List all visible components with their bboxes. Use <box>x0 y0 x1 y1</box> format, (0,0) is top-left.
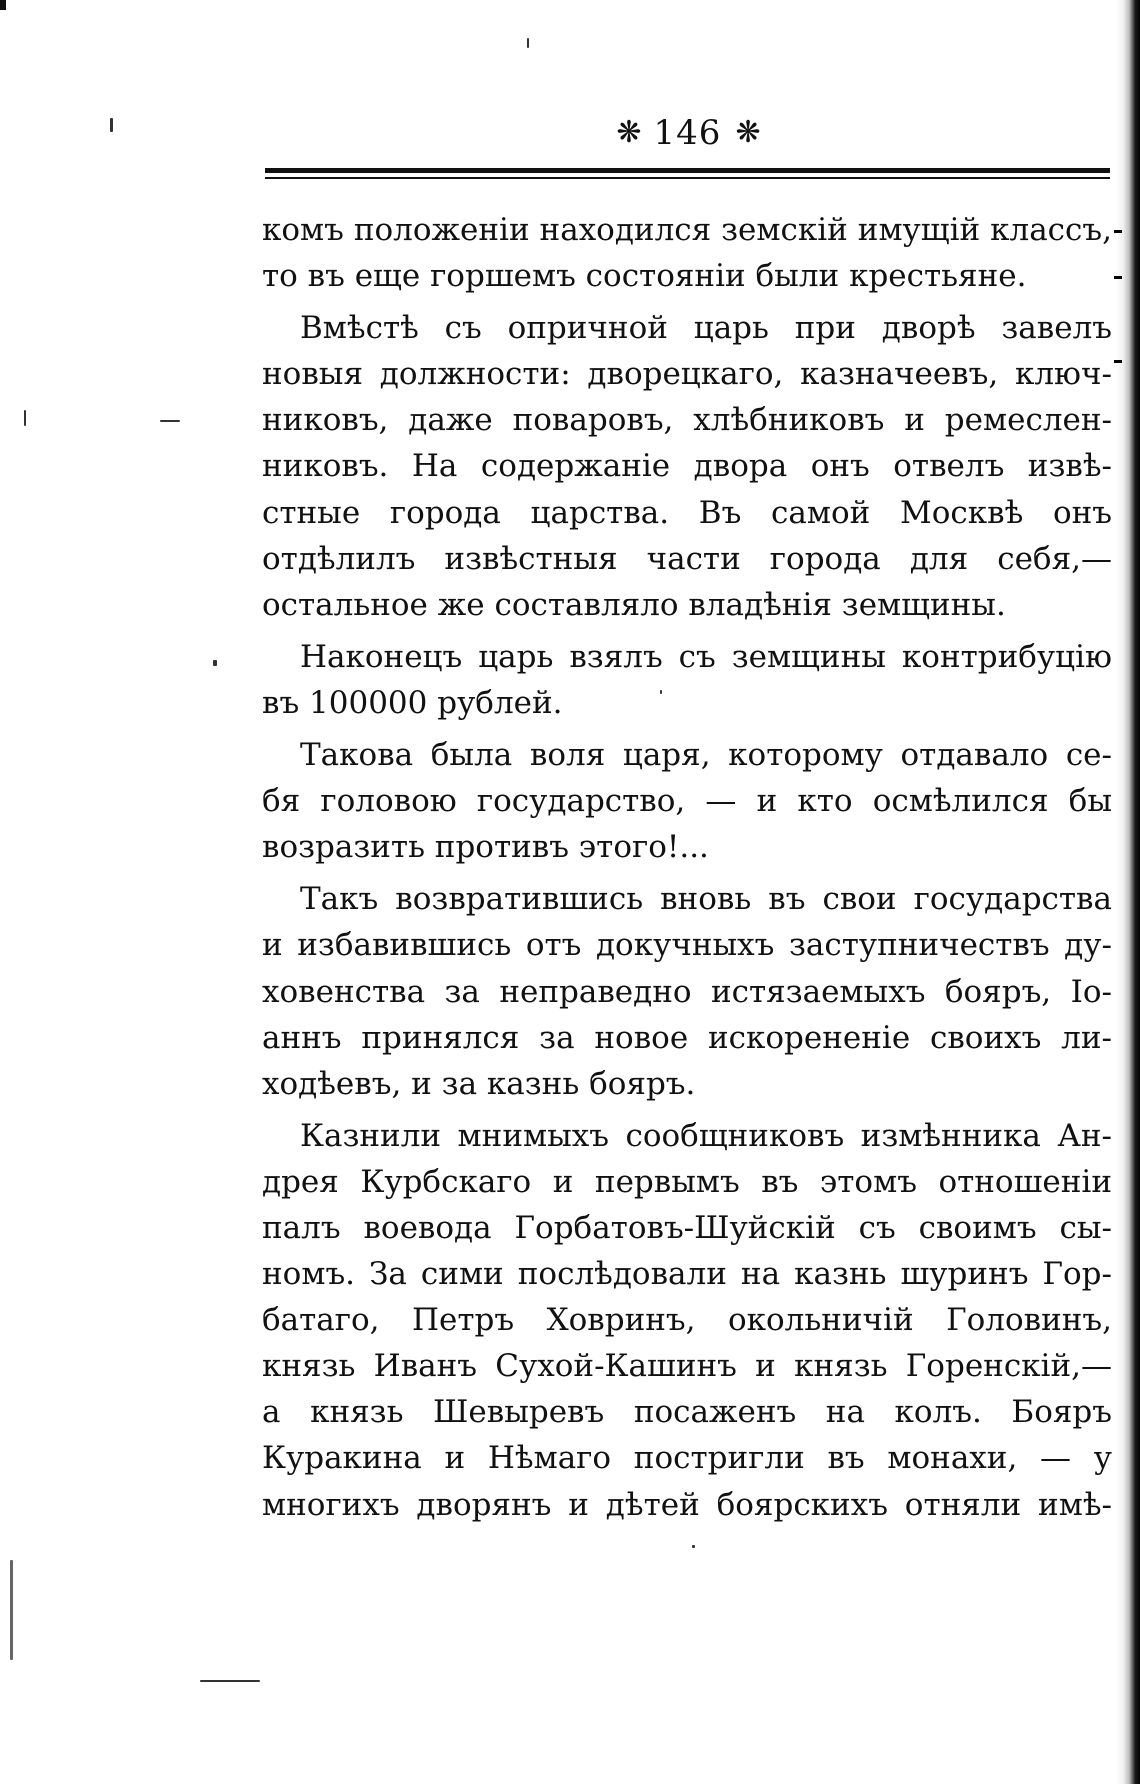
text-line: отдѣлилъ извѣстныя части города для себя,— <box>262 540 1112 577</box>
text-line: стные города царства. Въ самой Москвѣ онъ <box>262 494 1112 531</box>
scan-speck <box>110 118 113 132</box>
text-line: то въ еще горшемъ состояніи были крестьяне. <box>262 258 1027 295</box>
paragraph <box>262 634 1112 726</box>
scan-speck <box>24 410 26 426</box>
text-line: ходѣевъ, и за казнь бояръ. <box>262 1065 696 1102</box>
page-number: 146 <box>653 113 722 153</box>
text-line: палъ воевода Горбатовъ-Шуйскій съ своимъ сы- <box>262 1209 1112 1246</box>
header-rule-thin <box>265 177 1110 179</box>
paragraph <box>262 876 1112 1106</box>
body-text <box>262 207 1112 1528</box>
text-line: Казнили мнимыхъ сообщниковъ измѣнника Ан- <box>300 1117 1112 1154</box>
paragraph <box>262 732 1112 870</box>
text-line: никовъ. На содержаніе двора онъ отвелъ извѣ- <box>262 448 1112 485</box>
text-line: въ 100000 рублей. <box>262 684 563 721</box>
text-line: многихъ дворянъ и дѣтей боярскихъ отняли имѣ- <box>262 1486 1112 1523</box>
text-line: комъ положеніи находился земскій имущій классъ, <box>262 212 1112 248</box>
text-line: остальное же составляло владѣнія земщины. <box>262 586 1006 623</box>
paragraph <box>262 1113 1112 1528</box>
text-line: аннъ принялся за новое искорененіе своихъ ли- <box>262 1019 1112 1056</box>
text-line: батаго, Петръ Ховринъ, окольничій Головинъ, <box>262 1302 1112 1339</box>
text-line: бя головою государство, — и кто осмѣлился бы <box>262 783 1112 820</box>
scan-speck <box>527 38 529 48</box>
text-line: Такова была воля царя, которому отдавало се- <box>300 737 1112 774</box>
header-rule <box>265 168 1110 173</box>
scan-speck <box>200 1680 260 1682</box>
text-line: дрея Курбскаго и первымъ въ этомъ отношеніи <box>262 1163 1112 1200</box>
text-line: новыя должности: дворецкаго, казначеевъ, ключ- <box>262 356 1112 393</box>
text-line: Наконецъ царь взялъ съ земщины контрибуцію <box>300 638 1112 675</box>
scan-edge-mark <box>1114 230 1122 233</box>
scan-speck <box>213 660 217 666</box>
text-line: князь Иванъ Сухой-Кашинъ и князь Горенскій,— <box>262 1348 1112 1385</box>
scan-speck <box>160 420 180 422</box>
paragraph <box>262 305 1112 628</box>
scan-edge-right <box>1116 0 1140 1784</box>
text-line: никовъ, даже поваровъ, хлѣбниковъ и ремеслен- <box>262 402 1112 439</box>
ornament-left-icon: ❋ <box>616 115 640 150</box>
scan-speck <box>10 1560 13 1660</box>
text-line: и избавившись отъ докучныхъ заступничествъ ду- <box>262 927 1112 964</box>
scan-edge-mark <box>1114 276 1122 279</box>
scan-edge-left <box>0 0 6 10</box>
ornament-right-icon: ❋ <box>735 115 759 150</box>
text-line: Вмѣстѣ съ опричной царь при дворѣ завелъ <box>300 310 1112 347</box>
scan-speck <box>692 1545 695 1548</box>
text-line: Такъ возвратившись вновь въ свои государства <box>300 881 1112 918</box>
text-line: ховенства за неправедно истязаемыхъ бояръ, Іо- <box>262 973 1112 1010</box>
text-line: возразить противъ этого!... <box>262 829 709 866</box>
text-line: а князь Шевыревъ посаженъ на колъ. Бояръ <box>262 1394 1112 1431</box>
text-line: номъ. За сими послѣдовали на казнь шуринъ Гор- <box>262 1256 1112 1293</box>
paragraph <box>262 207 1112 299</box>
scan-edge-mark <box>1114 360 1122 363</box>
page-header <box>265 113 1110 168</box>
text-line: Куракина и Нѣмаго постригли въ монахи, — у <box>262 1440 1112 1477</box>
